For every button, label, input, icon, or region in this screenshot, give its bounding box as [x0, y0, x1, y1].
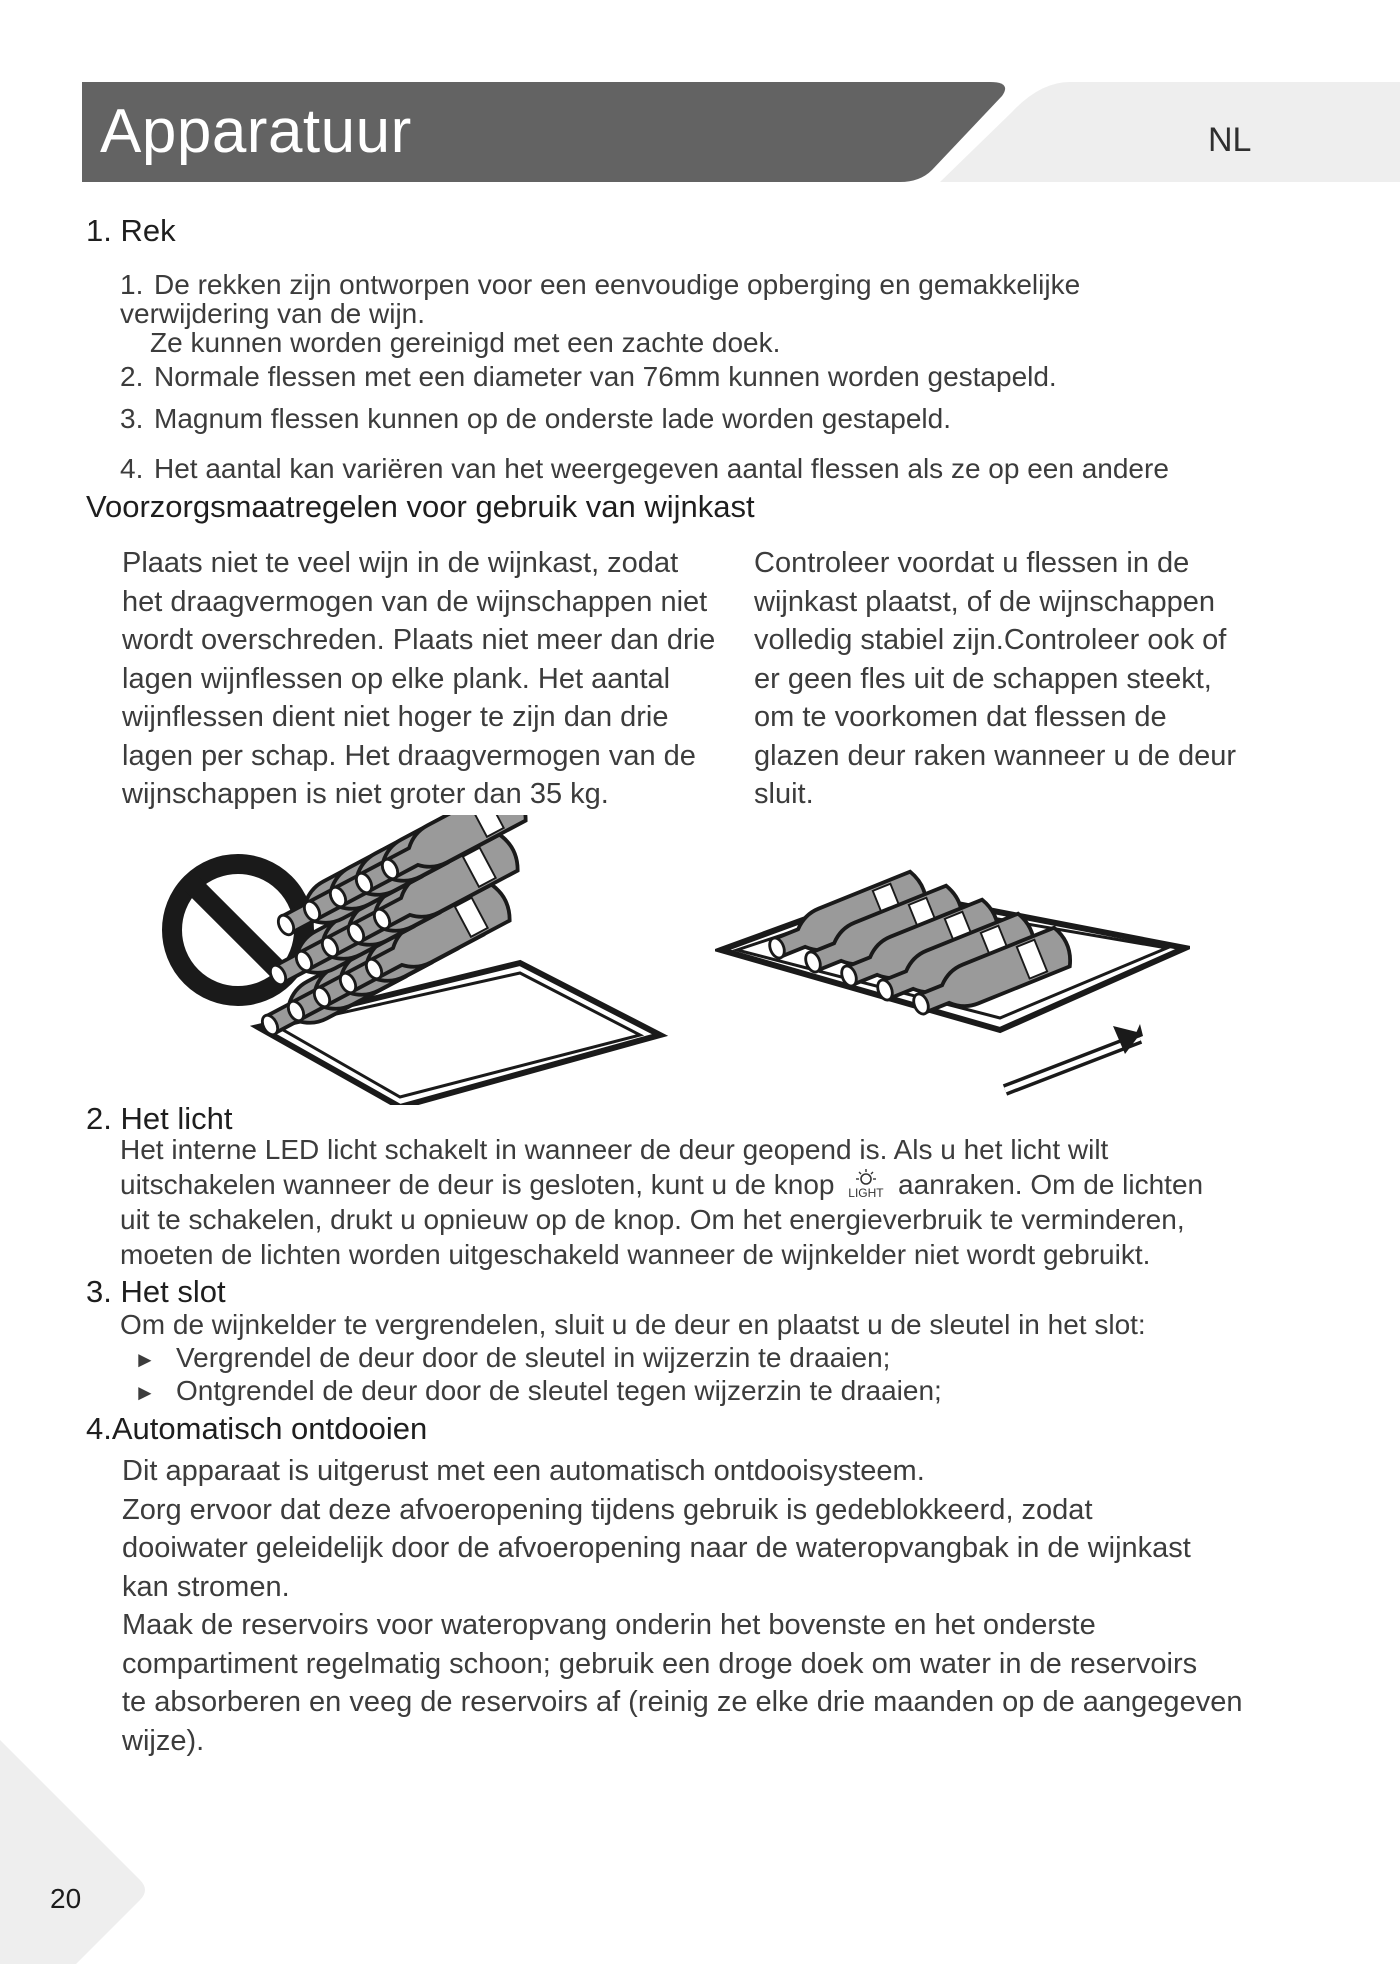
section-heading-precautions: Voorzorgsmaatregelen voor gebruik van wijnkast	[86, 489, 755, 524]
precautions-right-line: er geen fles uit de schappen steekt,	[754, 662, 1212, 695]
lock-bullet-1-text: Vergrendel de deur door de sleutel in wijzerzin te draaien;	[176, 1342, 891, 1373]
light-text-after-icon: aanraken. Om de lichten	[898, 1169, 1204, 1200]
light-text-line3: uit te schakelen, drukt u opnieuw op de knop. Om het energieverbruik te verminderen,	[120, 1204, 1185, 1235]
light-text-line4: moeten de lichten worden uitgeschakeld wanneer de wijnkelder niet wordt gebruikt.	[120, 1239, 1151, 1270]
light-text-line1: Het interne LED licht schakelt in wanneer de deur geopend is. Als u het licht wilt	[120, 1134, 1109, 1165]
rek-item-3-text: Magnum flessen kunnen op de onderste lade worden gestapeld.	[154, 403, 951, 434]
rek-item-1-number: 1.	[120, 269, 144, 300]
rek-item-1-line1	[120, 270, 1080, 300]
overloaded-shelf-illustration	[150, 815, 680, 1105]
lock-intro: Om de wijnkelder te vergrendelen, sluit u de deur en plaatst u de sleutel in het slot:	[120, 1309, 1146, 1340]
lock-bullet-1	[100, 1343, 890, 1375]
rek-item-2-number: 2.	[120, 361, 144, 392]
rek-item-4-text: Het aantal kan variëren van het weergegeven aantal flessen als ze op een andere	[154, 453, 1169, 484]
triangle-bullet-icon: ►	[134, 1347, 156, 1372]
precautions-right-line: sluit.	[754, 778, 814, 810]
page-title: Apparatuur	[100, 97, 412, 166]
rek-item-2-text: Normale flessen met een diameter van 76mm kunnen worden gestapeld.	[154, 361, 1057, 392]
defrost-line: compartiment regelmatig schoon; gebruik een droge doek om water in de reservoirs	[122, 1647, 1198, 1680]
correct-shelf-illustration	[715, 840, 1190, 1105]
defrost-line: Maak de reservoirs voor wateropvang onderin het bovenste en het onderste	[122, 1609, 1096, 1641]
triangle-bullet-icon: ►	[134, 1380, 156, 1405]
page-number: 20	[50, 1883, 82, 1914]
precautions-right-line: wijnkast plaatst, of de wijnschappen	[754, 585, 1216, 618]
defrost-line: te absorberen en veeg de reservoirs af (reinig ze elke drie maanden op de aangegeven	[122, 1686, 1243, 1718]
rek-item-4-number: 4.	[120, 453, 144, 484]
section-heading-defrost: 4.Automatisch ontdooien	[86, 1411, 428, 1446]
language-code: NL	[1208, 121, 1252, 159]
header-tab-background	[940, 82, 1400, 182]
precautions-right-column	[754, 544, 1314, 814]
precautions-left-line: lagen wijnflessen op elke plank. Het aantal	[122, 662, 671, 695]
defrost-line: wijze).	[122, 1724, 205, 1757]
lock-bullet-2	[100, 1376, 942, 1408]
rek-item-3	[120, 404, 951, 434]
rek-item-1-line2: verwijdering van de wijn.	[120, 298, 426, 329]
light-text-before-icon: uitschakelen wanneer de deur is gesloten, kunt u de knop	[120, 1169, 835, 1200]
defrost-line: dooiwater geleidelijk door de afvoeropening naar de wateropvangbak in de wijnkast	[122, 1532, 1191, 1564]
rek-item-1-line3: Ze kunnen worden gereinigd met een zachte doek.	[150, 327, 781, 358]
light-button-icon	[842, 1167, 890, 1200]
section-heading-rek: 1. Rek	[86, 213, 176, 248]
lock-bullet-2-text: Ontgrendel de deur door de sleutel tegen wijzerzin te draaien;	[176, 1375, 942, 1406]
precautions-right-line: volledig stabiel zijn.Controleer ook of	[754, 624, 1227, 656]
light-button-label: LIGHT	[848, 1185, 884, 1200]
rek-item-3-number: 3.	[120, 403, 144, 434]
precautions-left-line: lagen per schap. Het draagvermogen van de	[122, 739, 696, 772]
precautions-right-line: om te voorkomen dat flessen de	[754, 701, 1167, 733]
precautions-left-line: wijnschappen is niet groter dan 35 kg.	[122, 778, 609, 810]
rek-item-4	[120, 454, 1169, 484]
arrow-icon	[1005, 1024, 1143, 1090]
precautions-right-line: Controleer voordat u flessen in de	[754, 547, 1190, 579]
defrost-line: Zorg ervoor dat deze afvoeropening tijdens gebruik is gedeblokkeerd, zodat	[122, 1493, 1093, 1526]
rek-item-2	[120, 362, 1057, 392]
section-heading-lock: 3. Het slot	[86, 1274, 226, 1309]
section-heading-light: 2. Het licht	[86, 1101, 233, 1136]
precautions-left-line: wordt overschreden. Plaats niet meer dan drie	[122, 624, 716, 656]
rek-item-1-text: De rekken zijn ontworpen voor een eenvoudige opberging en gemakkelijke	[154, 269, 1081, 300]
precautions-left-line: Plaats niet te veel wijn in de wijnkast, zodat	[122, 547, 679, 579]
defrost-paragraph	[122, 1452, 1322, 1760]
precautions-right-line: glazen deur raken wanneer u de deur	[754, 739, 1237, 772]
defrost-line: Dit apparaat is uitgerust met een automatisch ontdooisysteem.	[122, 1455, 925, 1487]
page-corner-decoration	[0, 1740, 150, 1964]
precautions-left-column	[122, 544, 742, 814]
precautions-left-line: wijnflessen dient niet hoger te zijn dan drie	[122, 701, 669, 733]
precautions-left-line: het draagvermogen van de wijnschappen niet	[122, 585, 708, 618]
defrost-line: kan stromen.	[122, 1570, 290, 1603]
light-text-line2	[120, 1170, 1203, 1201]
